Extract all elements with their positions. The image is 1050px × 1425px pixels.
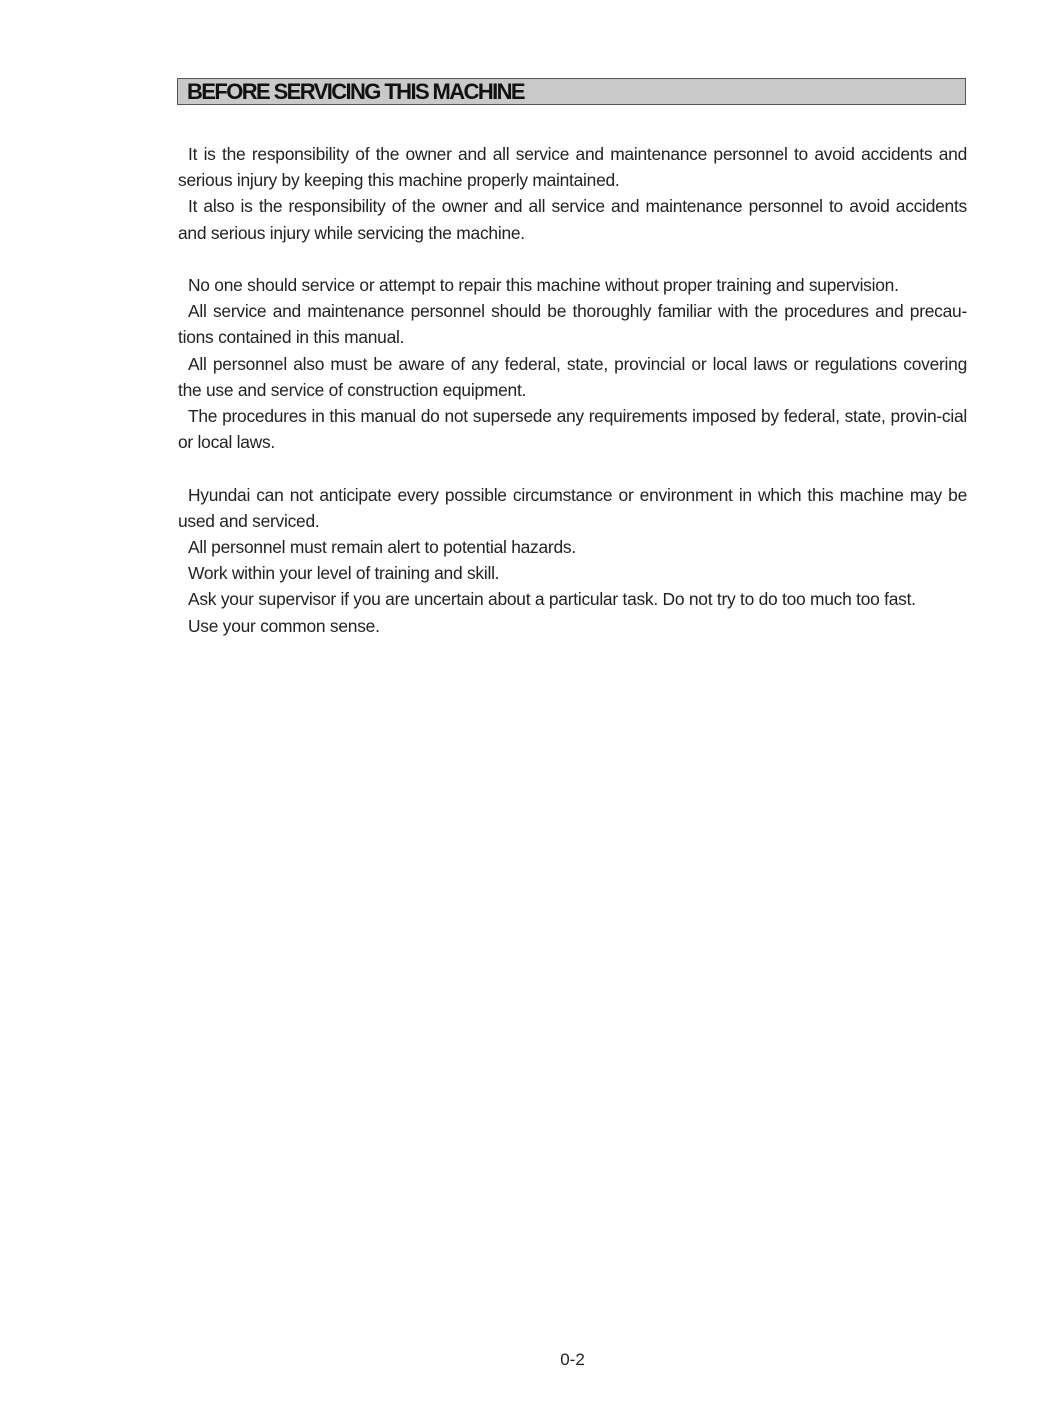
paragraph-gap — [178, 246, 967, 272]
paragraph: No one should service or attempt to repair this machine without proper training and supervision. — [188, 275, 899, 295]
paragraph-gap — [178, 455, 967, 481]
section-title-banner — [177, 78, 966, 105]
paragraph: All personnel also must be aware of any federal, state, provincial or local laws or regulations covering the use and service of construction equipment. — [178, 353, 967, 400]
paragraph: All service and maintenance personnel should be thoroughly familiar with the procedures and precau-tions contained in this manual. — [178, 301, 967, 348]
paragraph: Work within your level of training and skill. — [188, 563, 500, 584]
page-title: BEFORE SERVICING THIS MACHINE — [187, 79, 525, 104]
paragraph: Ask your supervisor if you are uncertain about a particular task. Do not try to do too much too fast. — [188, 589, 916, 610]
paragraph: Hyundai can not anticipate every possible circumstance or environment in which this machine may be used and serviced. — [178, 484, 967, 531]
body-text — [178, 141, 967, 639]
paragraph: All personnel must remain alert to potential hazards. — [188, 537, 576, 558]
paragraph: It also is the responsibility of the owner and all service and maintenance personnel to avoid accidents and serious injury while servicing the machine. — [178, 196, 967, 243]
paragraph: Use your common sense. — [188, 615, 380, 636]
page-number: 0-2 — [560, 1350, 585, 1369]
paragraph: It is the responsibility of the owner and all service and maintenance personnel to avoid accidents and serious injury by keeping this machine properly maintained. — [178, 144, 967, 191]
paragraph: The procedures in this manual do not supersede any requirements imposed by federal, state, provin-cial or local laws. — [178, 406, 967, 453]
